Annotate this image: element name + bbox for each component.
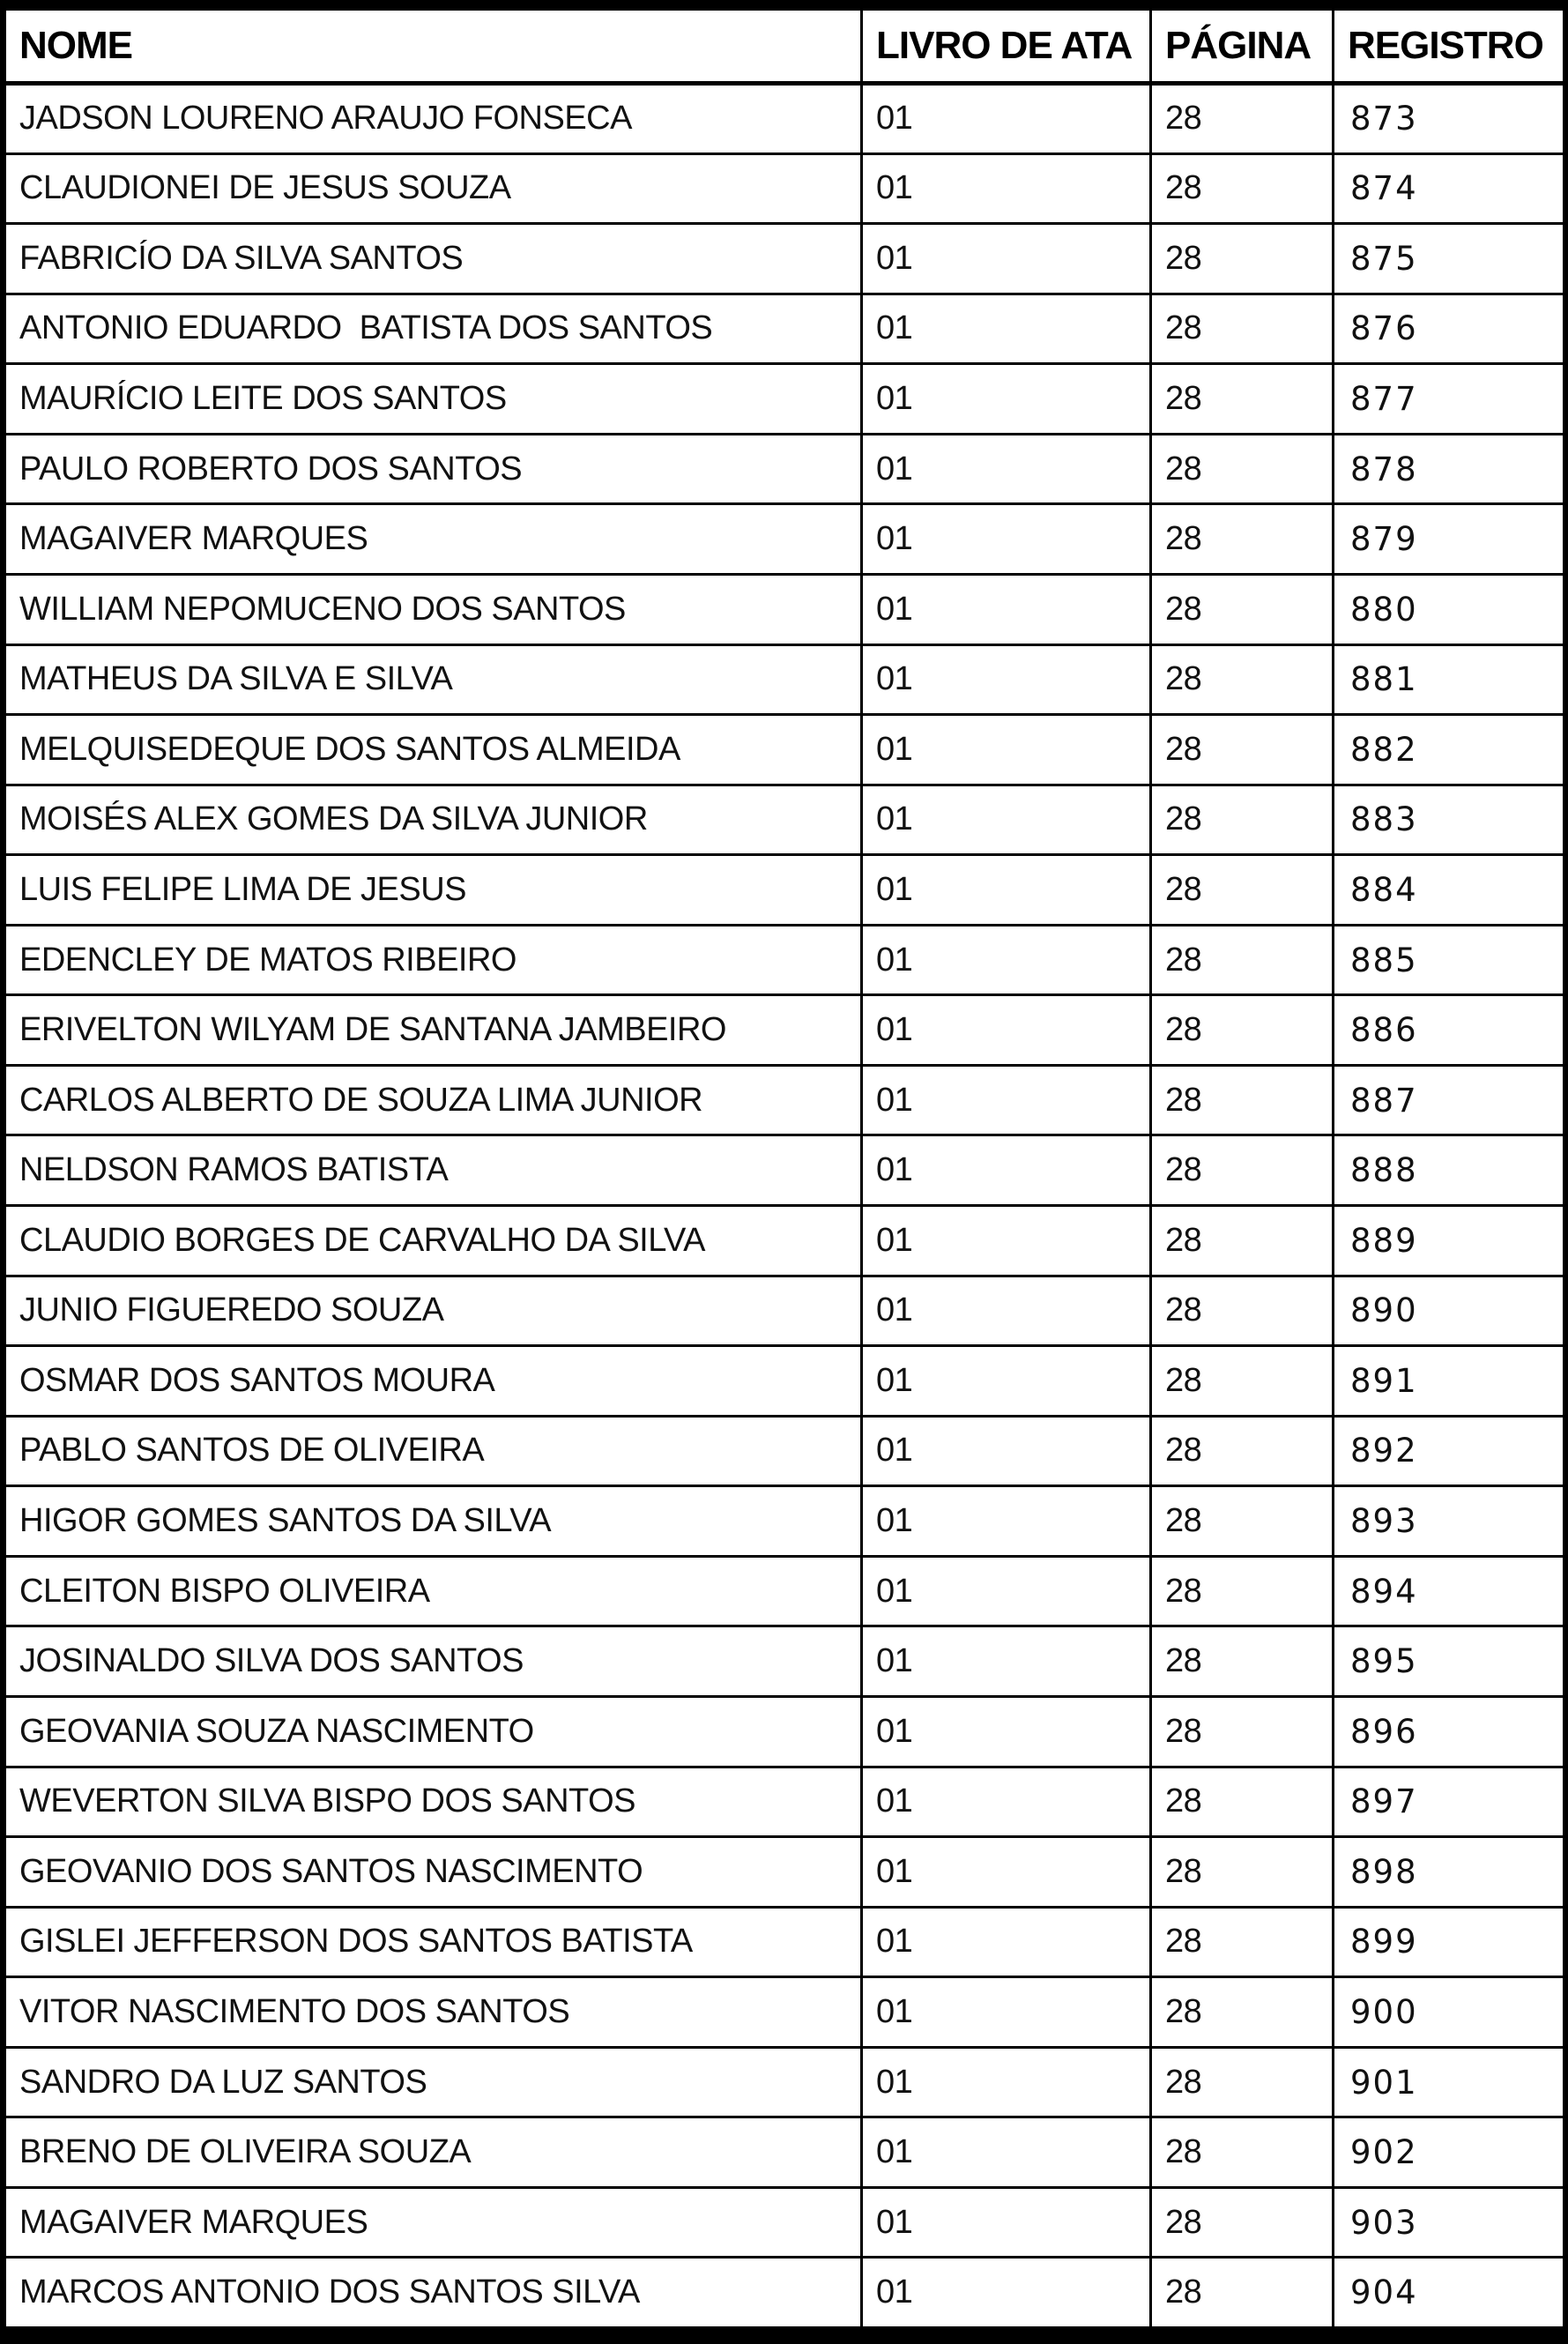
cell-registro: 891 xyxy=(1334,1346,1564,1417)
cell-nome: VITOR NASCIMENTO DOS SANTOS xyxy=(5,1977,862,2048)
cell-pagina: 28 xyxy=(1151,364,1334,435)
cell-livro-de-ata: 01 xyxy=(862,1416,1151,1486)
cell-registro: 901 xyxy=(1334,2047,1564,2117)
cell-nome: ERIVELTON WILYAM DE SANTANA JAMBEIRO xyxy=(5,995,862,1066)
cell-registro: 889 xyxy=(1334,1206,1564,1276)
table-row xyxy=(5,715,1564,785)
cell-pagina: 28 xyxy=(1151,1837,1334,1908)
cell-livro-de-ata: 01 xyxy=(862,1837,1151,1908)
cell-registro: 890 xyxy=(1334,1276,1564,1346)
cell-registro: 882 xyxy=(1334,715,1564,785)
cell-livro-de-ata: 01 xyxy=(862,574,1151,644)
table-row xyxy=(5,224,1564,294)
cell-nome: CLAUDIONEI DE JESUS SOUZA xyxy=(5,153,862,224)
cell-nome: GEOVANIA SOUZA NASCIMENTO xyxy=(5,1696,862,1767)
cell-registro: 900 xyxy=(1334,1977,1564,2048)
cell-livro-de-ata: 01 xyxy=(862,1135,1151,1206)
cell-livro-de-ata: 01 xyxy=(862,364,1151,435)
table-row xyxy=(5,855,1564,926)
table-body xyxy=(5,84,1564,2328)
cell-pagina: 28 xyxy=(1151,925,1334,995)
cell-pagina: 28 xyxy=(1151,1626,1334,1697)
table-row xyxy=(5,1276,1564,1346)
cell-livro-de-ata: 01 xyxy=(862,855,1151,926)
cell-nome: BRENO DE OLIVEIRA SOUZA xyxy=(5,2117,862,2188)
cell-registro: 904 xyxy=(1334,2258,1564,2328)
cell-pagina: 28 xyxy=(1151,2047,1334,2117)
cell-registro: 879 xyxy=(1334,504,1564,575)
cell-livro-de-ata: 01 xyxy=(862,644,1151,715)
cell-pagina: 28 xyxy=(1151,84,1334,154)
cell-nome: GISLEI JEFFERSON DOS SANTOS BATISTA xyxy=(5,1907,862,1977)
cell-pagina: 28 xyxy=(1151,1907,1334,1977)
table-row xyxy=(5,1977,1564,2048)
cell-livro-de-ata: 01 xyxy=(862,1065,1151,1135)
table-row xyxy=(5,1135,1564,1206)
table-row xyxy=(5,364,1564,435)
cell-registro: 899 xyxy=(1334,1907,1564,1977)
cell-registro: 876 xyxy=(1334,294,1564,364)
cell-pagina: 28 xyxy=(1151,1696,1334,1767)
cell-pagina: 28 xyxy=(1151,1065,1334,1135)
cell-nome: WILLIAM NEPOMUCENO DOS SANTOS xyxy=(5,574,862,644)
table-row xyxy=(5,153,1564,224)
table-row xyxy=(5,294,1564,364)
cell-nome: FABRICÍO DA SILVA SANTOS xyxy=(5,224,862,294)
cell-pagina: 28 xyxy=(1151,1767,1334,1837)
cell-registro: 892 xyxy=(1334,1416,1564,1486)
cell-pagina: 28 xyxy=(1151,1276,1334,1346)
cell-pagina: 28 xyxy=(1151,2117,1334,2188)
cell-livro-de-ata: 01 xyxy=(862,434,1151,504)
cell-livro-de-ata: 01 xyxy=(862,1696,1151,1767)
cell-pagina: 28 xyxy=(1151,1556,1334,1626)
cell-nome: LUIS FELIPE LIMA DE JESUS xyxy=(5,855,862,926)
cell-registro: 903 xyxy=(1334,2187,1564,2258)
cell-nome: EDENCLEY DE MATOS RIBEIRO xyxy=(5,925,862,995)
table-row xyxy=(5,1907,1564,1977)
cell-registro: 893 xyxy=(1334,1486,1564,1557)
cell-pagina: 28 xyxy=(1151,1977,1334,2048)
table-row xyxy=(5,1346,1564,1417)
cell-pagina: 28 xyxy=(1151,715,1334,785)
cell-nome: CLEITON BISPO OLIVEIRA xyxy=(5,1556,862,1626)
cell-registro: 887 xyxy=(1334,1065,1564,1135)
table-row xyxy=(5,1626,1564,1697)
cell-registro: 880 xyxy=(1334,574,1564,644)
cell-nome: HIGOR GOMES SANTOS DA SILVA xyxy=(5,1486,862,1557)
cell-pagina: 28 xyxy=(1151,1206,1334,1276)
cell-livro-de-ata: 01 xyxy=(862,2258,1151,2328)
cell-nome: CARLOS ALBERTO DE SOUZA LIMA JUNIOR xyxy=(5,1065,862,1135)
cell-nome: MAGAIVER MARQUES xyxy=(5,2187,862,2258)
cell-registro: 874 xyxy=(1334,153,1564,224)
cell-registro: 884 xyxy=(1334,855,1564,926)
cell-pagina: 28 xyxy=(1151,504,1334,575)
cell-nome: NELDSON RAMOS BATISTA xyxy=(5,1135,862,1206)
cell-nome: MARCOS ANTONIO DOS SANTOS SILVA xyxy=(5,2258,862,2328)
table-row xyxy=(5,1486,1564,1557)
cell-pagina: 28 xyxy=(1151,1346,1334,1417)
cell-livro-de-ata: 01 xyxy=(862,224,1151,294)
table-row xyxy=(5,1837,1564,1908)
cell-livro-de-ata: 01 xyxy=(862,2117,1151,2188)
cell-registro: 902 xyxy=(1334,2117,1564,2188)
cell-registro: 888 xyxy=(1334,1135,1564,1206)
table-row xyxy=(5,1556,1564,1626)
cell-pagina: 28 xyxy=(1151,1486,1334,1557)
cell-nome: JADSON LOURENO ARAUJO FONSECA xyxy=(5,84,862,154)
cell-pagina: 28 xyxy=(1151,1416,1334,1486)
header-row xyxy=(5,10,1564,84)
cell-registro: 873 xyxy=(1334,84,1564,154)
column-header-livro-de-ata: LIVRO DE ATA xyxy=(862,10,1151,84)
cell-livro-de-ata: 01 xyxy=(862,785,1151,855)
table-row xyxy=(5,84,1564,154)
cell-nome: JUNIO FIGUEREDO SOUZA xyxy=(5,1276,862,1346)
cell-livro-de-ata: 01 xyxy=(862,2187,1151,2258)
cell-livro-de-ata: 01 xyxy=(862,925,1151,995)
cell-nome: MAGAIVER MARQUES xyxy=(5,504,862,575)
cell-pagina: 28 xyxy=(1151,2258,1334,2328)
cell-livro-de-ata: 01 xyxy=(862,995,1151,1066)
cell-pagina: 28 xyxy=(1151,1135,1334,1206)
cell-pagina: 28 xyxy=(1151,855,1334,926)
table-row xyxy=(5,2047,1564,2117)
cell-pagina: 28 xyxy=(1151,644,1334,715)
table-row xyxy=(5,574,1564,644)
cell-pagina: 28 xyxy=(1151,785,1334,855)
cell-livro-de-ata: 01 xyxy=(862,1556,1151,1626)
cell-nome: CLAUDIO BORGES DE CARVALHO DA SILVA xyxy=(5,1206,862,1276)
table-row xyxy=(5,1696,1564,1767)
table-row xyxy=(5,925,1564,995)
cell-nome: MAURÍCIO LEITE DOS SANTOS xyxy=(5,364,862,435)
cell-registro: 886 xyxy=(1334,995,1564,1066)
cell-livro-de-ata: 01 xyxy=(862,1276,1151,1346)
table-row xyxy=(5,1767,1564,1837)
cell-nome: PABLO SANTOS DE OLIVEIRA xyxy=(5,1416,862,1486)
cell-registro: 897 xyxy=(1334,1767,1564,1837)
cell-livro-de-ata: 01 xyxy=(862,1486,1151,1557)
cell-registro: 875 xyxy=(1334,224,1564,294)
cell-pagina: 28 xyxy=(1151,153,1334,224)
cell-livro-de-ata: 01 xyxy=(862,715,1151,785)
column-header-pagina: PÁGINA xyxy=(1151,10,1334,84)
cell-livro-de-ata: 01 xyxy=(862,1907,1151,1977)
table-row xyxy=(5,2187,1564,2258)
cell-registro: 896 xyxy=(1334,1696,1564,1767)
table-row xyxy=(5,785,1564,855)
cell-registro: 878 xyxy=(1334,434,1564,504)
cell-registro: 883 xyxy=(1334,785,1564,855)
cell-nome: MATHEUS DA SILVA E SILVA xyxy=(5,644,862,715)
cell-nome: OSMAR DOS SANTOS MOURA xyxy=(5,1346,862,1417)
table-row xyxy=(5,504,1564,575)
cell-pagina: 28 xyxy=(1151,995,1334,1066)
table-row xyxy=(5,2258,1564,2328)
column-header-registro: REGISTRO xyxy=(1334,10,1564,84)
cell-registro: 895 xyxy=(1334,1626,1564,1697)
table-row xyxy=(5,1416,1564,1486)
table-row xyxy=(5,644,1564,715)
table-row xyxy=(5,1206,1564,1276)
cell-pagina: 28 xyxy=(1151,434,1334,504)
cell-registro: 881 xyxy=(1334,644,1564,715)
table-row xyxy=(5,434,1564,504)
cell-pagina: 28 xyxy=(1151,2187,1334,2258)
cell-pagina: 28 xyxy=(1151,294,1334,364)
cell-nome: MELQUISEDEQUE DOS SANTOS ALMEIDA xyxy=(5,715,862,785)
cell-nome: SANDRO DA LUZ SANTOS xyxy=(5,2047,862,2117)
cell-pagina: 28 xyxy=(1151,574,1334,644)
cell-nome: ANTONIO EDUARDO BATISTA DOS SANTOS xyxy=(5,294,862,364)
table-row xyxy=(5,995,1564,1066)
cell-nome: WEVERTON SILVA BISPO DOS SANTOS xyxy=(5,1767,862,1837)
cell-livro-de-ata: 01 xyxy=(862,1977,1151,2048)
cell-pagina: 28 xyxy=(1151,224,1334,294)
cell-nome: PAULO ROBERTO DOS SANTOS xyxy=(5,434,862,504)
cell-livro-de-ata: 01 xyxy=(862,294,1151,364)
cell-livro-de-ata: 01 xyxy=(862,504,1151,575)
column-header-nome: NOME xyxy=(5,10,862,84)
cell-livro-de-ata: 01 xyxy=(862,84,1151,154)
cell-livro-de-ata: 01 xyxy=(862,1626,1151,1697)
table-header xyxy=(5,10,1564,84)
cell-registro: 877 xyxy=(1334,364,1564,435)
cell-registro: 894 xyxy=(1334,1556,1564,1626)
cell-livro-de-ata: 01 xyxy=(862,1206,1151,1276)
registry-table xyxy=(4,8,1565,2329)
cell-nome: JOSINALDO SILVA DOS SANTOS xyxy=(5,1626,862,1697)
table-row xyxy=(5,1065,1564,1135)
cell-livro-de-ata: 01 xyxy=(862,1346,1151,1417)
table-row xyxy=(5,2117,1564,2188)
cell-registro: 885 xyxy=(1334,925,1564,995)
cell-livro-de-ata: 01 xyxy=(862,2047,1151,2117)
cell-registro: 898 xyxy=(1334,1837,1564,1908)
cell-livro-de-ata: 01 xyxy=(862,1767,1151,1837)
cell-nome: MOISÉS ALEX GOMES DA SILVA JUNIOR xyxy=(5,785,862,855)
cell-livro-de-ata: 01 xyxy=(862,153,1151,224)
cell-nome: GEOVANIO DOS SANTOS NASCIMENTO xyxy=(5,1837,862,1908)
